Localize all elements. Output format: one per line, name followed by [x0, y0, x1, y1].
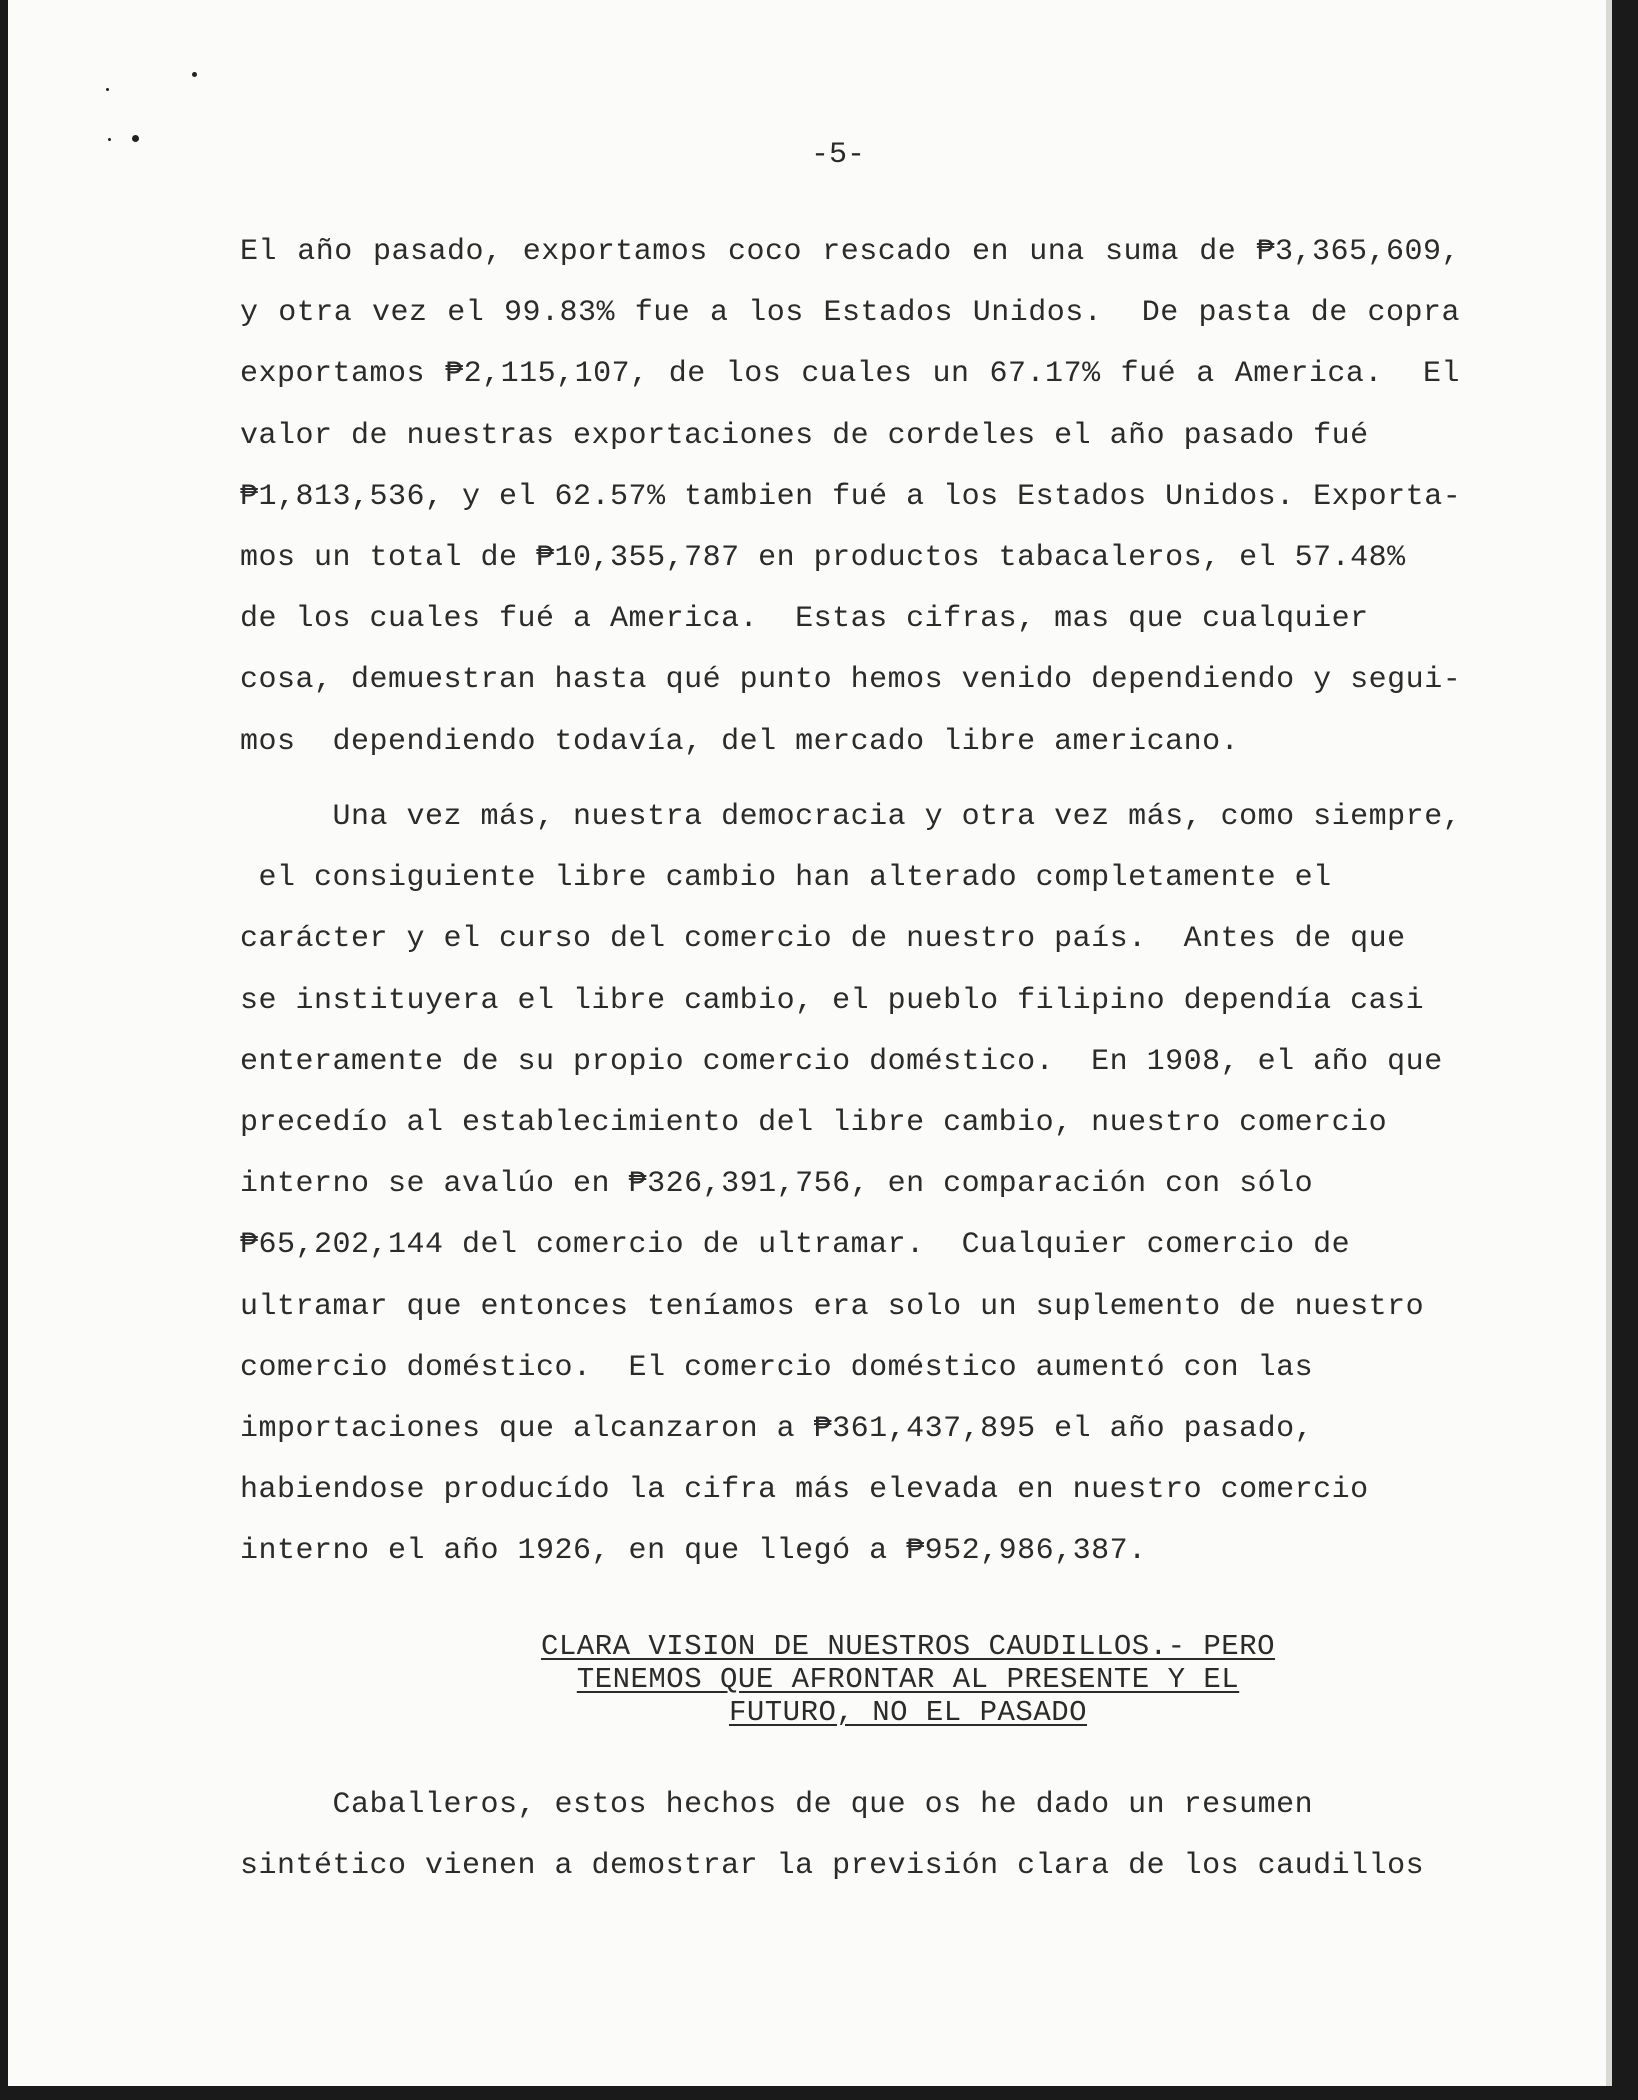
- paragraph-3: [240, 1775, 1460, 1897]
- text-line: precedío al establecimiento del libre cambio, nuestro comercio: [240, 1105, 1388, 1140]
- section-heading: [508, 1630, 1308, 1729]
- page-number: -5-: [810, 138, 865, 172]
- document-page: [8, 0, 1612, 2086]
- text-line: interno se avalúo en ₱326,391,756, en comparación con sólo: [240, 1167, 1314, 1202]
- text-line: enteramente de su propio comercio doméstico. En 1908, el año que: [240, 1044, 1443, 1079]
- text-line: habiendose producído la cifra más elevada en nuestro comercio: [240, 1473, 1369, 1508]
- text-line: mos un total de ₱10,355,787 en productos tabacaleros, el 57.48%: [240, 540, 1406, 575]
- text-line: Caballeros, estos hechos de que os he dado un resumen: [240, 1788, 1314, 1822]
- text-line: valor de nuestras exportaciones de cordeles el año pasado fué: [240, 418, 1369, 453]
- text-line: y otra vez el 99.83% fue a los Estados Unidos. De pasta de copra: [240, 296, 1460, 331]
- heading-line: CLARA VISION DE NUESTROS CAUDILLOS.- PERO: [540, 1630, 1276, 1663]
- text-line: El año pasado, exportamos coco rescado en una suma de ₱3,365,609,: [240, 235, 1460, 269]
- text-line: carácter y el curso del comercio de nuestro país. Antes de que: [240, 922, 1406, 957]
- text-line: interno el año 1926, en que llegó a ₱952,986,387.: [240, 1534, 1147, 1569]
- text-line: importaciones que alcanzaron a ₱361,437,895 el año pasado,: [240, 1411, 1314, 1446]
- text-line: ₱65,202,144 del comercio de ultramar. Cualquier comercio de: [240, 1228, 1351, 1263]
- text-line: exportamos ₱2,115,107, de los cuales un 67.17% fué a America. El: [240, 357, 1460, 392]
- heading-line: FUTURO, NO EL PASADO: [728, 1696, 1088, 1729]
- text-line: cosa, demuestran hasta qué punto hemos venido dependiendo y segui-: [240, 663, 1462, 698]
- speck-mark: [132, 135, 139, 142]
- text-line: comercio doméstico. El comercio doméstico aumentó con las: [240, 1350, 1314, 1385]
- paragraph-2: [240, 787, 1460, 1582]
- heading-line: TENEMOS QUE AFRONTAR AL PRESENTE Y EL: [576, 1663, 1240, 1696]
- text-line: de los cuales fué a America. Estas cifras, mas que cualquier: [240, 602, 1369, 637]
- speck-mark: [106, 88, 109, 91]
- text-line: sintético vienen a demostrar la previsión clara de los caudillos: [240, 1849, 1425, 1884]
- text-line: ₱1,813,536, y el 62.57% tambien fué a los Estados Unidos. Exporta-: [240, 479, 1462, 514]
- paragraph-1: [240, 222, 1460, 773]
- text-line: el consiguiente libre cambio han alterado completamente el: [240, 861, 1332, 896]
- text-line: se instituyera el libre cambio, el pueblo filipino dependía casi: [240, 983, 1425, 1018]
- text-line: Una vez más, nuestra democracia y otra vez más, como siempre,: [240, 800, 1462, 834]
- text-line: ultramar que entonces teníamos era solo un suplemento de nuestro: [240, 1289, 1425, 1324]
- speck-mark: [108, 138, 111, 141]
- text-line: mos dependiendo todavía, del mercado libre americano.: [240, 724, 1240, 759]
- speck-mark: [192, 72, 197, 77]
